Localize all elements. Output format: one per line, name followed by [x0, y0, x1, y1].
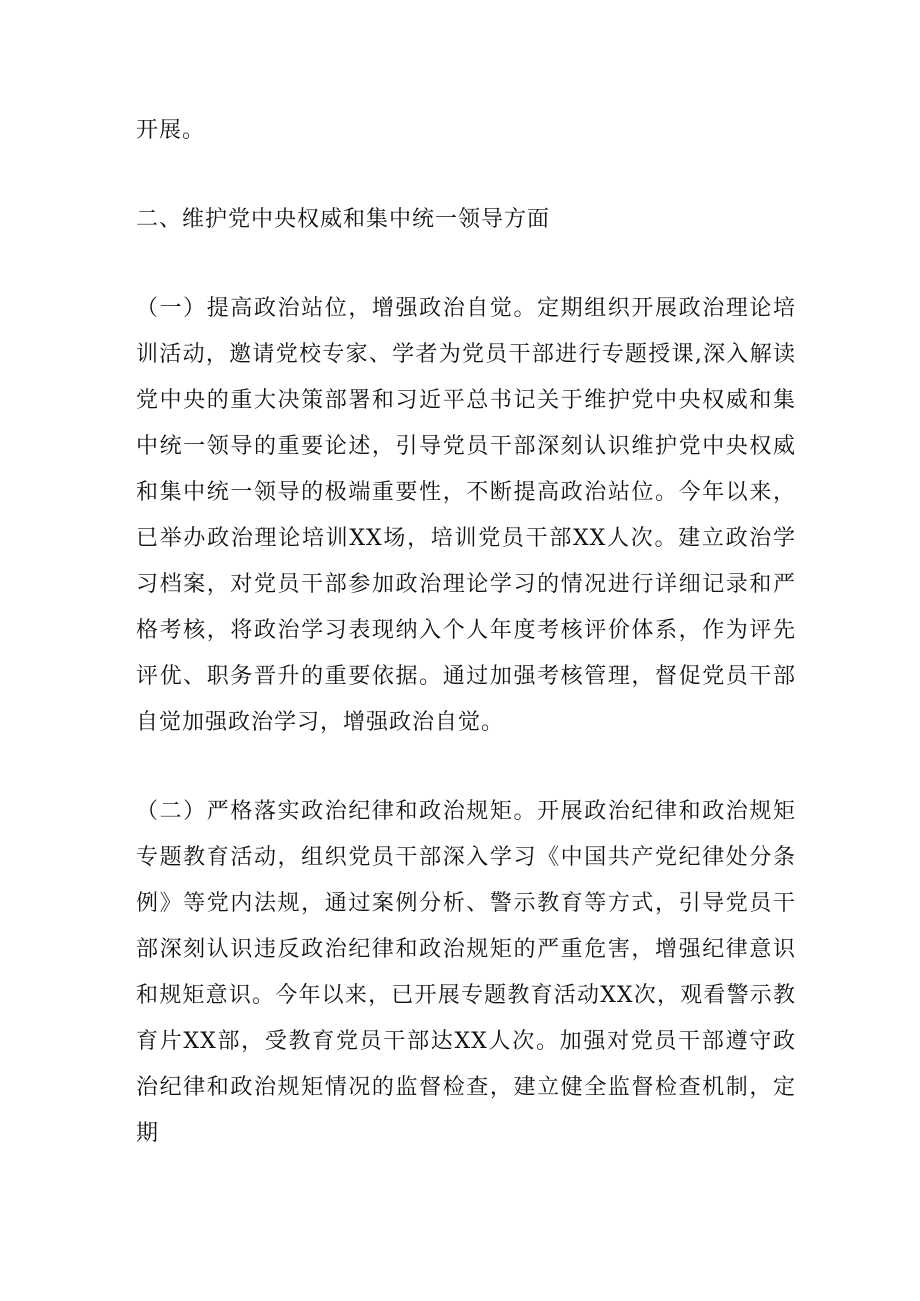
- continuation-text: 开展。: [136, 118, 206, 143]
- paragraph-political-stance: （一）提高政治站位，增强政治自觉。定期组织开展政治理论培训活动，邀请党校专家、学者为党员干部进行专题授课,深入解读党中央的重大决策部署和习近平总书记关于维护党中央权威和集中统一领导的重要论述，引导党员干部深刻认识维护党中央权威和集中统一领导的极端重要性，不断提高政治站位。今年以来，已举办政治理论培训XX场，培训党员干部XX人次。建立政治学习档案，对党员干部参加政治理论学习的情况进行详细记录和严格考核，将政治学习表现纳入个人年度考核评价体系，作为评先评优、职务晋升的重要依据。通过加强考核管理，督促党员干部自觉加强政治学习，增强政治自觉。: [136, 296, 796, 735]
- paragraph-political-discipline: （二）严格落实政治纪律和政治规矩。开展政治纪律和政治规矩专题教育活动，组织党员干部深入学习《中国共产党纪律处分条例》等党内法规，通过案例分析、警示教育等方式，引导党员干部深刻认识违反政治纪律和政治规矩的严重危害，增强纪律意识和规矩意识。今年以来，已开展专题教育活动XX次，观看警示教育片XX部，受教育党员干部达XX人次。加强对党员干部遵守政治纪律和政治规矩情况的监督检查，建立健全监督检查机制，定期: [136, 799, 796, 1146]
- document-body: [136, 108, 796, 1157]
- section-heading: 二、维护党中央权威和集中统一领导方面: [136, 207, 551, 232]
